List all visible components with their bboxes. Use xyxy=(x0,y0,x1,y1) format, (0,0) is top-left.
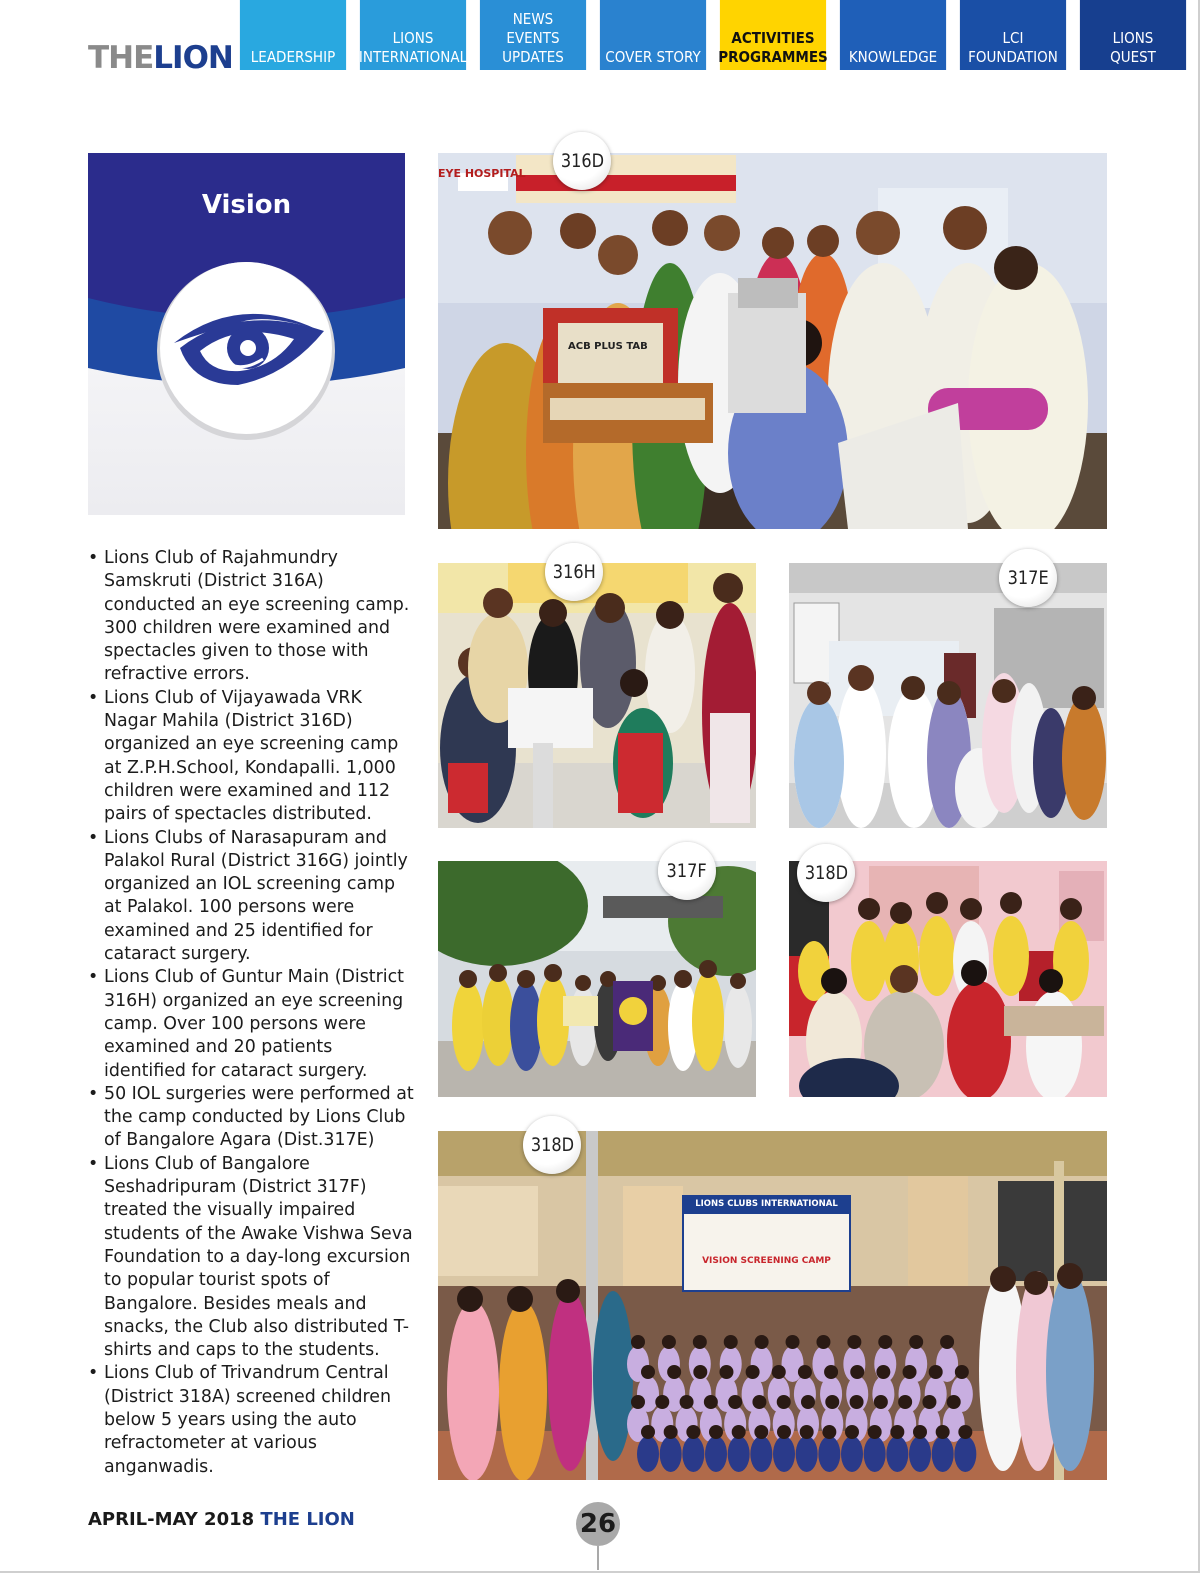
nav-tab-label: COVER STORY xyxy=(605,48,701,66)
nav-tab-lions-international[interactable] xyxy=(360,0,466,70)
nav-tab-label: LIONS INTERNATIONAL xyxy=(358,29,468,66)
district-badge: 316D xyxy=(553,132,611,190)
nav-tab-label: ACTIVITIES PROGRAMMES xyxy=(718,29,828,66)
photo-318d-large xyxy=(438,1131,1107,1480)
nav-tab-label: LIONS QUEST xyxy=(1110,29,1156,66)
page-number: 26 xyxy=(576,1502,620,1546)
photo-316d xyxy=(438,153,1107,529)
list-item: • Lions Club of Vijayawada VRK Nagar Mahila (District 316D) organized an eye screening camp at Z.P.H.School, Kondapalli. 1,000 children were examined and 112 pairs of spectacles distributed. xyxy=(88,687,418,827)
vision-title: Vision xyxy=(201,190,292,220)
district-badge: 317E xyxy=(999,549,1057,607)
nav-tab-label: LCI FOUNDATION xyxy=(968,29,1058,66)
magazine-name: THE LION xyxy=(260,1509,355,1530)
district-badge: 318D xyxy=(797,844,855,902)
magazine-logo xyxy=(88,40,233,76)
eye-hospital-sign: EYE HOSPITAL xyxy=(438,167,526,180)
district-badge: 317F xyxy=(658,842,716,900)
photo-317f xyxy=(438,861,756,1097)
activity-list xyxy=(88,547,418,1479)
list-item: • Lions Club of Guntur Main (District 316H) organized an eye screening camp. Over 100 persons were examined and 20 patients identified for cataract surgery. xyxy=(88,966,418,1082)
nav-tab-cover-story[interactable] xyxy=(600,0,706,70)
nav-tab-label: NEWS EVENTS UPDATES xyxy=(502,10,564,66)
district-badge: 316H xyxy=(545,543,603,601)
list-item: • Lions Clubs of Narasapuram and Palakol Rural (District 316G) jointly organized an IOL screening camp at Palakol. 100 persons were examined and 25 identified for cataract surgery. xyxy=(88,827,418,967)
list-item: • Lions Club of Rajahmundry Samskruti (District 316A) conducted an eye screening camp. 300 children were examined and spectacles given to those with refractive errors. xyxy=(88,547,418,687)
photo-316h xyxy=(438,563,756,828)
nav-tab-label: KNOWLEDGE xyxy=(848,48,938,66)
logo-the: THE xyxy=(88,40,154,76)
nav-tab-knowledge[interactable] xyxy=(840,0,946,70)
list-item: • Lions Club of Trivandrum Central (District 318A) screened children below 5 years using the auto refractometer at various anganwadis. xyxy=(88,1362,418,1478)
nav-tab-lci-foundation[interactable] xyxy=(960,0,1066,70)
nav-tab-label: LEADERSHIP xyxy=(250,48,336,66)
nav-tab-activities-programmes[interactable] xyxy=(720,0,826,70)
footer-issue xyxy=(88,1509,355,1530)
section-nav xyxy=(234,0,1194,70)
nav-tab-news-events-updates[interactable] xyxy=(480,0,586,70)
banner-subtitle: VISION SCREENING CAMP xyxy=(702,1256,831,1266)
equipment-case-label: ACB PLUS TAB xyxy=(568,341,648,352)
nav-tab-leadership[interactable] xyxy=(240,0,346,70)
list-item: • Lions Club of Bangalore Seshadripuram (District 317F) treated the visually impaired students of the Awake Vishwa Seva Foundation to a day-long excursion to popular tourist spots of Bangalore. Besides meals and snacks, the Club also distributed T-shirts and caps to the students. xyxy=(88,1153,418,1363)
page-number-stem xyxy=(597,1546,599,1570)
banner-title: LIONS CLUBS INTERNATIONAL xyxy=(695,1199,838,1209)
list-item: • 50 IOL surgeries were performed at the camp conducted by Lions Club of Bangalore Agara (Dist.317E) xyxy=(88,1083,418,1153)
issue-date: APRIL-MAY 2018 xyxy=(88,1509,255,1530)
district-badge: 318D xyxy=(523,1116,581,1174)
photo-317e xyxy=(789,563,1107,828)
logo-lion: LION xyxy=(153,40,233,76)
nav-tab-lions-quest[interactable] xyxy=(1080,0,1186,70)
